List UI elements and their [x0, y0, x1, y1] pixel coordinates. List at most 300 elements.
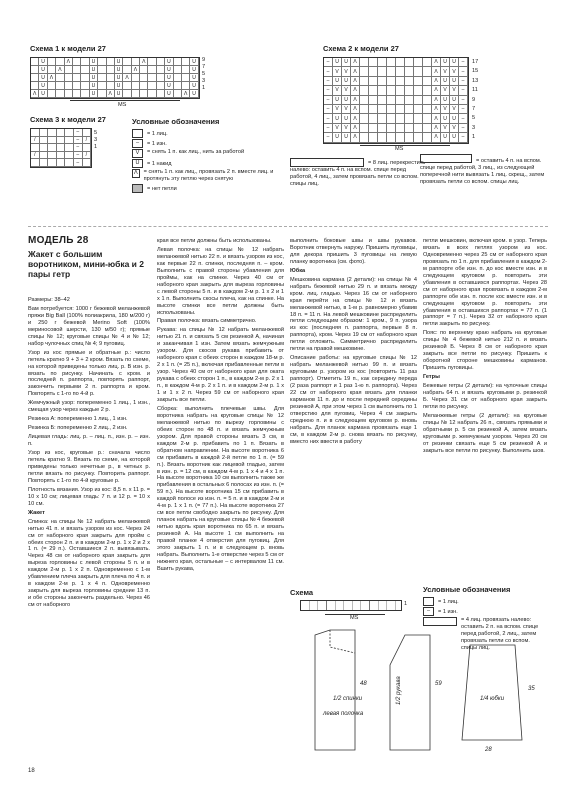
col1-paragraph: Спинка: на спицы № 12 набрать меланжевой нитью 41 п. и вязать узором из кос. Через 24 см от наборного края закрыть для пройм с обеих сторон 2 п. и в каждом 2-м р. 1 х 2 и 2 х 1 п. (= 29 п.). Оставшиеся 2 п. вывязывать. Через 48 см от наборного края закрыть для выреза горловины с левой стороны 5 п. и в каждом 2-м р. 1 х 2 п. Одновременно с 1-м убавлением плеча закрыть для плеча по 4 п. и в каждом 2-м р. 1 х 4 п. Одновременно закрыть для выреза горловины средние 13 п. и обе стороны закончить раздельно. Через 46 см от наборного	[28, 518, 150, 609]
grid-cell: Λ	[56, 66, 64, 74]
grid-cell: U	[342, 114, 351, 123]
grid-cell: Λ	[351, 105, 360, 114]
scheme3-grid	[30, 128, 92, 168]
grid-cell	[360, 114, 369, 123]
grid-cell	[387, 133, 396, 142]
grid-cell: U	[190, 58, 198, 66]
grid-cell	[378, 114, 387, 123]
legend-27-title: Условные обозначения	[132, 117, 220, 126]
grid-cell	[107, 74, 115, 82]
grid-cell: –	[459, 133, 468, 142]
knit-symbol	[423, 597, 434, 606]
grid-cell	[148, 66, 156, 74]
grid-cell	[81, 66, 89, 74]
grid-cell	[48, 159, 57, 167]
grid-cell	[48, 90, 56, 98]
grid-cell	[414, 58, 423, 67]
col4-paragraph: Меланжевые гетры (2 детали): на круговые спицы № 12 набрать 26 п., связать прямыми и обратными р. 5 см резинкой А, затем вязать круговыми р. жемчужным узором. Через 20 см от резинки связать еще 5 см резинкой А и закрыть все петли по рисунку. Выполнить шов.	[423, 412, 547, 454]
grid-cell	[65, 66, 73, 74]
grid-cell: U	[115, 58, 123, 66]
col2-paragraph: Сборка: выполнить плечевые швы. Для воротника набрать на круговые спицы № 12 меланжевой нитью по вырезу горловины с обеих сторон по 48 п. и вязать жемчужным узором. Для правой стороны вязать 3 см, в каждом 2-м р. прибавить по 1 п. Вязать в обратном направлении. На высоте воротника 6 см прибавить в каждой 2-й петле по 1 п. (= 59 п.). Вязать воротник как лицевой гладью, затем в изн. р. = 12 см, в каждом 4-м р. 1 х 4 и 4 х 1 п. На высоте воротника 10 см выполнить также же прибавления в остальных 6 полосах из изн. п. (= 59 п.). На высоте воротника 15 см прибавить в каждой полосе из изн. п. = 5 п. и в каждом 2-м и 4-м р. 1 х 1 п. (= 77 п.). На высоте воротника 27 см все петли свободно закрыть по рисунку. Для планок набрать на круговые спицы № 4 бежевой нитью вдоль края воротника по 65 п. и вязать резинкой А. На высоте 1 см выполнить на правой планке 4 отверстия для пуговиц. Для этого закрыть 1 п. и в следующем р. вновь набрать. Выполнить 1-е отверстие через 5 см от нижнего края, остальные – с интервалом 11 см. Вшить рукава,	[157, 405, 285, 572]
grid-cell	[174, 74, 182, 82]
grid-cell	[360, 96, 369, 105]
grid-cell	[65, 137, 74, 145]
pattern-pieces	[290, 625, 550, 760]
grid-cell	[48, 144, 57, 152]
grid-cell	[57, 159, 66, 167]
grid-cell	[56, 90, 64, 98]
grid-cell	[174, 90, 182, 98]
grid-cell	[132, 82, 140, 90]
psso-symbol: Λ	[133, 170, 138, 176]
grid-cell: Λ	[351, 77, 360, 86]
grid-cell: –	[459, 105, 468, 114]
back-height: 48	[360, 681, 367, 687]
grid-cell	[57, 152, 66, 160]
legend-27: Условные обозначения = 1 лиц. – = 1 изн. V = снять 1 п. как лиц., нить за работой U = 1 накид Λ = снять 1 п. как лиц., провязать 2 п. вместе лиц. и протянуть эту петлю через снятую = нет петли	[132, 117, 282, 194]
grid-cell: /	[31, 152, 40, 160]
grid-cell	[369, 77, 378, 86]
grid-cell	[423, 114, 432, 123]
section-divider	[28, 226, 548, 227]
grid-cell: –	[74, 129, 83, 137]
grid-cell	[182, 74, 190, 82]
grid-cell: –	[324, 114, 333, 123]
grid-cell	[378, 124, 387, 133]
grid-cell: U	[450, 58, 459, 67]
grid-cell	[148, 82, 156, 90]
grid-cell	[83, 129, 92, 137]
grid-cell	[107, 82, 115, 90]
grid-cell	[182, 82, 190, 90]
col3-paragraph: Описание работы: на круговые спицы № 12 набрать меланжевой нитью 99 п. и вязать круговыми р. узором из кос (повторить 11 раз раппорт). Отметить 19 п., как середину переда (2 раза раппорт и 1 раз 1-ю п. раппорта). Через 22 см от наборного края вязать для планки карманов 11 п. до и после передней середины резинкой А, при этом через 1 см выполнить по 1 отверстию для пуговиц. Через 4 см закрыть среднюю п. и в следующем круговом р. вновь набрать. Для планок кармана провязать еще 1 см, в каждом 2-м р. снова вязать по рисунку, вместо них ввести в работу	[290, 355, 417, 445]
grid-cell	[378, 67, 387, 76]
grid-cell: U	[342, 58, 351, 67]
col4-paragraph: Пояс: по верхнему краю набрать на круговые спицы № 4 бежевой нитью 212 п. и вязать резинкой Б. Через 8 см от наборного края закрыть все петли по рисунку. Пришить к оборотной стороне мешковины карманов. Пришить пуговицы.	[423, 330, 547, 372]
grid-cell	[423, 133, 432, 142]
grid-cell	[98, 58, 106, 66]
grid-cell	[48, 137, 57, 145]
grid-cell	[83, 159, 92, 167]
grid-cell: U	[115, 90, 123, 98]
grid-cell	[132, 58, 140, 66]
grid-cell: U	[190, 90, 198, 98]
col3-paragraph: Мешковина кармана (2 детали): на спицы № 4 набрать бежевой нитью 29 п. и вязать между кром. лиц. гладью. Через 16 см от наборного края перейти на спицы № 12 и вязать меланжевой нитью, в 1-м р. равномерно убавив 18 п. = 11 п. На левой мешковине распределить петли следующим образом: 1 кром., 9 п. узора из кос (последняя п. раппорта, первые 8 п. раппорта), кром. Через 19 см от наборного края петли отложить. Симметрично распределить петли на правой мешковине.	[290, 276, 417, 353]
grid-cell	[387, 105, 396, 114]
grid-cell	[98, 82, 106, 90]
cable-4-description: = оставить 4 п. на вспом. спице перед работой, 3 лиц., из следующей поперечной нити вывязать 1 лиц. скрещ., затем провязать петли со вспом. спицы лиц.	[420, 158, 545, 185]
grid-cell: –	[74, 152, 83, 160]
scheme2-grid	[323, 57, 469, 144]
grid-cell	[83, 144, 92, 152]
grid-cell: U	[441, 114, 450, 123]
grid-cell	[360, 67, 369, 76]
grid-cell: U	[165, 66, 173, 74]
grid-cell	[148, 90, 156, 98]
scheme2-title: Схема 2 к модели 27	[323, 44, 399, 53]
grid-cell	[174, 82, 182, 90]
grid-cell	[360, 124, 369, 133]
grid-cell	[378, 58, 387, 67]
grid-cell	[387, 124, 396, 133]
grid-cell: U	[450, 133, 459, 142]
grid-cell	[65, 159, 74, 167]
grid-cell	[423, 124, 432, 133]
grid-cell	[369, 67, 378, 76]
grid-cell	[423, 86, 432, 95]
col1-paragraph: Узор из кос прямые и обратные р.: число петель кратно 9 + 3 + 2 кром. Вязать по схеме, на которой приведены только лиц. р. В изн. р. вязать по рисунку. Начинать с кром. и последней п. раппорта, повторять раппорт, закончить первыми 2 п. раппорта и кром. Повторять с 1-го по 4-й р.	[28, 349, 150, 398]
scheme2-ms-line	[360, 145, 450, 146]
grid-cell: U	[39, 90, 47, 98]
grid-cell: U	[333, 96, 342, 105]
grid-cell: U	[90, 82, 98, 90]
grid-cell: V	[342, 67, 351, 76]
grid-cell: Λ	[432, 77, 441, 86]
col2-paragraph: Правая полочка: вязать симметрично.	[157, 318, 257, 325]
grid-cell	[369, 124, 378, 133]
grid-cell	[48, 129, 57, 137]
grid-cell	[65, 82, 73, 90]
grid-cell: U	[190, 82, 198, 90]
grid-cell	[157, 74, 165, 82]
grid-cell	[360, 77, 369, 86]
grid-cell	[405, 124, 414, 133]
skirt-piece	[462, 645, 522, 740]
grid-cell	[405, 77, 414, 86]
grid-cell: U	[90, 58, 98, 66]
grid-cell: U	[90, 90, 98, 98]
grid-cell: –	[459, 58, 468, 67]
grid-cell	[405, 58, 414, 67]
grid-cell: –	[324, 67, 333, 76]
grid-cell: Λ	[48, 74, 56, 82]
grid-cell: Λ	[432, 105, 441, 114]
grid-cell: –	[324, 77, 333, 86]
grid-cell	[48, 82, 56, 90]
col3-paragraph: выполнить боковые швы и швы рукавов. Воротник отвернуть наружу. Пришить пуговицы, для декора пришить 3 пуговицы на левую планку воротника (см. фото).	[290, 238, 417, 265]
grid-cell	[423, 58, 432, 67]
grid-cell: U	[165, 90, 173, 98]
grid-cell: U	[39, 66, 47, 74]
grid-cell	[81, 82, 89, 90]
grid-cell: Λ	[351, 96, 360, 105]
grid-cell: –	[324, 86, 333, 95]
grid-cell	[48, 66, 56, 74]
scheme28-ms-label: MS	[350, 615, 359, 621]
col1-paragraph: Жакет	[28, 509, 45, 516]
grid-cell	[40, 159, 49, 167]
column-2	[157, 238, 284, 575]
grid-cell: U	[165, 82, 173, 90]
column-1	[28, 297, 150, 611]
grid-cell: Λ	[123, 74, 131, 82]
grid-cell	[369, 133, 378, 142]
grid-cell	[396, 96, 405, 105]
grid-cell: V	[441, 86, 450, 95]
grid-cell	[157, 58, 165, 66]
grid-cell: U	[115, 74, 123, 82]
grid-cell	[405, 96, 414, 105]
col2-paragraph: Левая полочка: на спицы № 12 набрать меланжевой нитью 22 п. и вязать узором из кос, как первые 22 п. спинки, последняя п. – кром. Выполнить с правой стороны убавления для проймы, как на спинке. Через 40 см от наборного края закрыть для выреза горловины с левой стороны 5 п. и в каждом 2-м р. 1 х 2 и 1 х 1 п. Выполнить скосы плеча, как на спинке. На высоте спинки все петли должны быть использованы.	[157, 246, 284, 316]
grid-cell: V	[333, 67, 342, 76]
col2-paragraph: Рукава: на спицы № 12 набрать меланжевой нитью 21 п. и связать 5 см резинкой А, начиная и заканчивая 1 изн. Затем вязать жемчужным узором. Для скосов рукава прибавить от наборного края с обеих сторон в каждом 18-м р. 2 х 1 п. (= 25 п.), включая прибавленные петли в узор. Через 40 см от наборного края для оката рукава с обеих сторон 1 п., в каждом 2-м р. 2 х 1 п., в каждом 4-м р. 2 х 1 п. и в каждом 2-м р. 1 х 1 и 1 х 2 п. Через 59 см от наборного края закрыть все петли.	[157, 327, 284, 403]
grid-cell	[73, 66, 81, 74]
grid-cell	[98, 74, 106, 82]
grid-cell	[378, 77, 387, 86]
grid-cell	[378, 86, 387, 95]
grid-cell	[140, 82, 148, 90]
scheme1-grid	[30, 57, 200, 99]
grid-cell	[396, 114, 405, 123]
grid-cell	[414, 67, 423, 76]
grid-cell: U	[333, 133, 342, 142]
grid-cell: U	[165, 74, 173, 82]
grid-cell: U	[441, 77, 450, 86]
grid-cell	[396, 105, 405, 114]
grid-cell	[387, 77, 396, 86]
col4-paragraph: Гетры	[423, 374, 440, 381]
grid-cell	[107, 66, 115, 74]
grid-cell: Λ	[432, 124, 441, 133]
col4-paragraph: петли мешковин, включая кром. в узор. Теперь вязать в всех петлях узором из кос. Одновременно через 25 см от наборного края провязать по 1 п. для прибавления в каждом 2-м раппорте обе изн. п. до кос вместе изн. и в следующем круговом р. повторить эти убавления в оставшихся раппортах. Через 28 см от наборного края провязать в каждом 2-м раппорте обе изн. п. после кос вместе изн. и в следующем круговом р. повторить эти убавления в оставшихся раппортах = 77 п. (1 раппорт = 7 п.). Через 32 от наборного края петли закрыть по рисунку.	[423, 238, 547, 328]
grid-cell	[98, 90, 106, 98]
grid-cell	[65, 74, 73, 82]
grid-cell: U	[450, 77, 459, 86]
col1-paragraph: Размеры: 38–42	[28, 297, 70, 303]
grid-cell: Λ	[65, 58, 73, 66]
grid-cell	[423, 105, 432, 114]
grid-cell	[40, 137, 49, 145]
grid-cell	[157, 82, 165, 90]
grid-cell: V	[441, 105, 450, 114]
grid-cell	[31, 159, 40, 167]
grid-cell: V	[441, 124, 450, 133]
grid-cell	[140, 74, 148, 82]
grid-cell: –	[459, 77, 468, 86]
grid-cell	[360, 105, 369, 114]
grid-cell	[56, 74, 64, 82]
grid-cell	[414, 105, 423, 114]
grid-cell	[405, 133, 414, 142]
grid-cell	[423, 96, 432, 105]
grid-cell: V	[342, 105, 351, 114]
grid-cell: V	[333, 124, 342, 133]
grid-cell	[73, 82, 81, 90]
grid-cell	[174, 66, 182, 74]
scheme3-row-labels: 5 3 1	[94, 130, 98, 150]
grid-cell	[148, 58, 156, 66]
grid-cell	[405, 114, 414, 123]
grid-cell	[423, 77, 432, 86]
slip-symbol: V	[132, 149, 143, 158]
no-stitch-symbol	[132, 184, 143, 193]
scheme28-row-label: 1	[404, 601, 408, 607]
cable-8-description: = 8 лиц. перекрестить налево: оставить 4 п. на вспом. спице перед работой, 4 лиц., затем провязать петли со вспом. спицы лиц.	[290, 160, 426, 187]
grid-cell	[387, 67, 396, 76]
grid-cell	[360, 86, 369, 95]
grid-cell: V	[450, 86, 459, 95]
scheme28-grid	[300, 600, 402, 611]
col1-paragraph: Резинка А: попеременно 1 лиц., 1 изн.	[28, 416, 128, 423]
grid-cell: Λ	[432, 96, 441, 105]
legend-28-title: Условные обозначения	[423, 585, 511, 594]
knit-symbol	[132, 129, 143, 138]
grid-cell	[31, 82, 39, 90]
grid-cell	[387, 86, 396, 95]
grid-cell: V	[333, 86, 342, 95]
grid-cell: V	[450, 67, 459, 76]
grid-cell	[65, 144, 74, 152]
grid-cell	[396, 67, 405, 76]
grid-cell: Λ	[351, 67, 360, 76]
grid-cell: U	[441, 133, 450, 142]
sleeve-label: 1/2 рукава	[396, 676, 402, 705]
grid-cell	[65, 129, 74, 137]
grid-cell: Λ	[432, 114, 441, 123]
col1-paragraph: Жемчужный узор: попеременно 1 лиц., 1 изн., смещая узор через каждые 2 р.	[28, 400, 150, 414]
grid-cell: V	[333, 105, 342, 114]
col1-paragraph: Узор из кос, круговые р.: сначала число петель кратно 9. Вязать по схеме, на которой приведены только нечетные р., в четных р. петли вязать по рисунку. Повторить раппорт. Повторять с 1-го по 4-й круговые р.	[28, 450, 150, 484]
scheme1-ms-line	[70, 100, 180, 101]
grid-cell	[123, 90, 131, 98]
front-neckline	[330, 630, 355, 653]
grid-cell: U	[39, 82, 47, 90]
grid-cell: U	[39, 58, 47, 66]
grid-cell	[387, 114, 396, 123]
grid-cell: –	[324, 58, 333, 67]
grid-cell	[31, 144, 40, 152]
grid-cell: U	[333, 77, 342, 86]
grid-cell	[360, 133, 369, 142]
grid-cell: Λ	[432, 58, 441, 67]
grid-cell	[132, 74, 140, 82]
grid-cell	[140, 90, 148, 98]
grid-cell	[57, 129, 66, 137]
grid-cell	[182, 58, 190, 66]
grid-cell	[369, 86, 378, 95]
grid-cell	[378, 133, 387, 142]
scheme1-row-labels: 9 7 5 3 1	[202, 57, 206, 91]
skirt-width: 28	[485, 747, 492, 753]
grid-cell: U	[333, 114, 342, 123]
grid-cell: Λ	[351, 114, 360, 123]
legend-28: Условные обозначения = 1 лиц. – = 1 изн. = 4 лиц. провязать налево: оставить 2 п. на вспом. спице перед работой, 2 лиц., затем провязать петли со вспом. спицы лиц.	[423, 585, 547, 653]
grid-cell	[81, 58, 89, 66]
scheme3-title: Схема 3 к модели 27	[30, 115, 106, 124]
grid-cell: U	[450, 96, 459, 105]
grid-cell	[140, 66, 148, 74]
grid-cell	[414, 86, 423, 95]
model-subtitle: Жакет с большим воротником, мини-юбка и 2 пары гетр	[28, 249, 144, 279]
grid-cell: Λ	[351, 124, 360, 133]
yarn-over-symbol: U	[132, 159, 143, 168]
grid-cell: –	[74, 159, 83, 167]
grid-cell	[396, 124, 405, 133]
grid-cell: U	[441, 96, 450, 105]
grid-cell: U	[165, 58, 173, 66]
grid-cell	[378, 105, 387, 114]
skirt-label: 1/4 юбки	[480, 696, 505, 702]
grid-cell: U	[190, 66, 198, 74]
grid-cell	[56, 58, 64, 66]
grid-cell	[387, 58, 396, 67]
grid-cell: /	[83, 137, 92, 145]
grid-cell	[123, 82, 131, 90]
col1-paragraph: Плотность вязания. Узор из кос: 8,5 п. х 11 р. = 10 х 10 см; лицевая гладь: 7 п. и 12 р. = 10 х 10 см.	[28, 486, 150, 507]
grid-cell: Λ	[351, 86, 360, 95]
grid-cell	[369, 58, 378, 67]
grid-cell	[81, 74, 89, 82]
grid-cell	[73, 58, 81, 66]
grid-cell: –	[459, 67, 468, 76]
grid-cell: –	[324, 105, 333, 114]
page-number: 18	[28, 768, 35, 774]
grid-cell: U	[342, 133, 351, 142]
grid-cell	[40, 152, 49, 160]
grid-cell	[73, 74, 81, 82]
grid-cell	[148, 74, 156, 82]
grid-cell: U	[342, 96, 351, 105]
grid-cell: –	[324, 124, 333, 133]
grid-cell: U	[39, 74, 47, 82]
grid-cell	[123, 58, 131, 66]
grid-cell	[405, 105, 414, 114]
grid-cell	[81, 90, 89, 98]
grid-cell	[57, 144, 66, 152]
grid-cell	[174, 58, 182, 66]
model-header	[28, 235, 148, 279]
grid-cell: –	[74, 137, 83, 145]
grid-cell	[369, 96, 378, 105]
scheme28-title: Схема	[290, 588, 314, 597]
model-title: МОДЕЛЬ 28	[28, 235, 89, 246]
grid-cell	[414, 114, 423, 123]
grid-cell: Λ	[107, 90, 115, 98]
grid-cell	[405, 67, 414, 76]
grid-cell	[157, 90, 165, 98]
grid-cell: /	[83, 152, 92, 160]
sleeve-height: 59	[435, 681, 442, 687]
grid-cell: U	[450, 114, 459, 123]
col1-paragraph: Резинка Б: попеременно 2 лиц., 2 изн.	[28, 425, 128, 432]
grid-cell	[65, 152, 74, 160]
purl-symbol: –	[423, 607, 434, 616]
grid-cell: U	[342, 77, 351, 86]
grid-cell: Λ	[31, 90, 39, 98]
grid-cell	[31, 74, 39, 82]
col3-paragraph: Юбка	[290, 267, 306, 274]
grid-cell	[387, 96, 396, 105]
front-label: левая полочка	[323, 711, 364, 717]
grid-cell	[40, 129, 49, 137]
grid-cell	[48, 58, 56, 66]
grid-cell	[423, 67, 432, 76]
grid-cell: –	[459, 86, 468, 95]
grid-cell: Λ	[182, 90, 190, 98]
grid-cell	[56, 82, 64, 90]
column-3	[290, 238, 417, 448]
back-label: 1/2 спинки	[333, 696, 363, 702]
grid-cell: U	[90, 74, 98, 82]
scheme1-ms-label: MS	[118, 102, 127, 108]
grid-cell	[405, 86, 414, 95]
grid-cell: U	[441, 58, 450, 67]
grid-cell	[31, 66, 39, 74]
grid-cell	[360, 58, 369, 67]
grid-cell	[414, 124, 423, 133]
col2-paragraph: края все петли должны быть использованы.	[157, 238, 272, 244]
grid-cell	[396, 77, 405, 86]
